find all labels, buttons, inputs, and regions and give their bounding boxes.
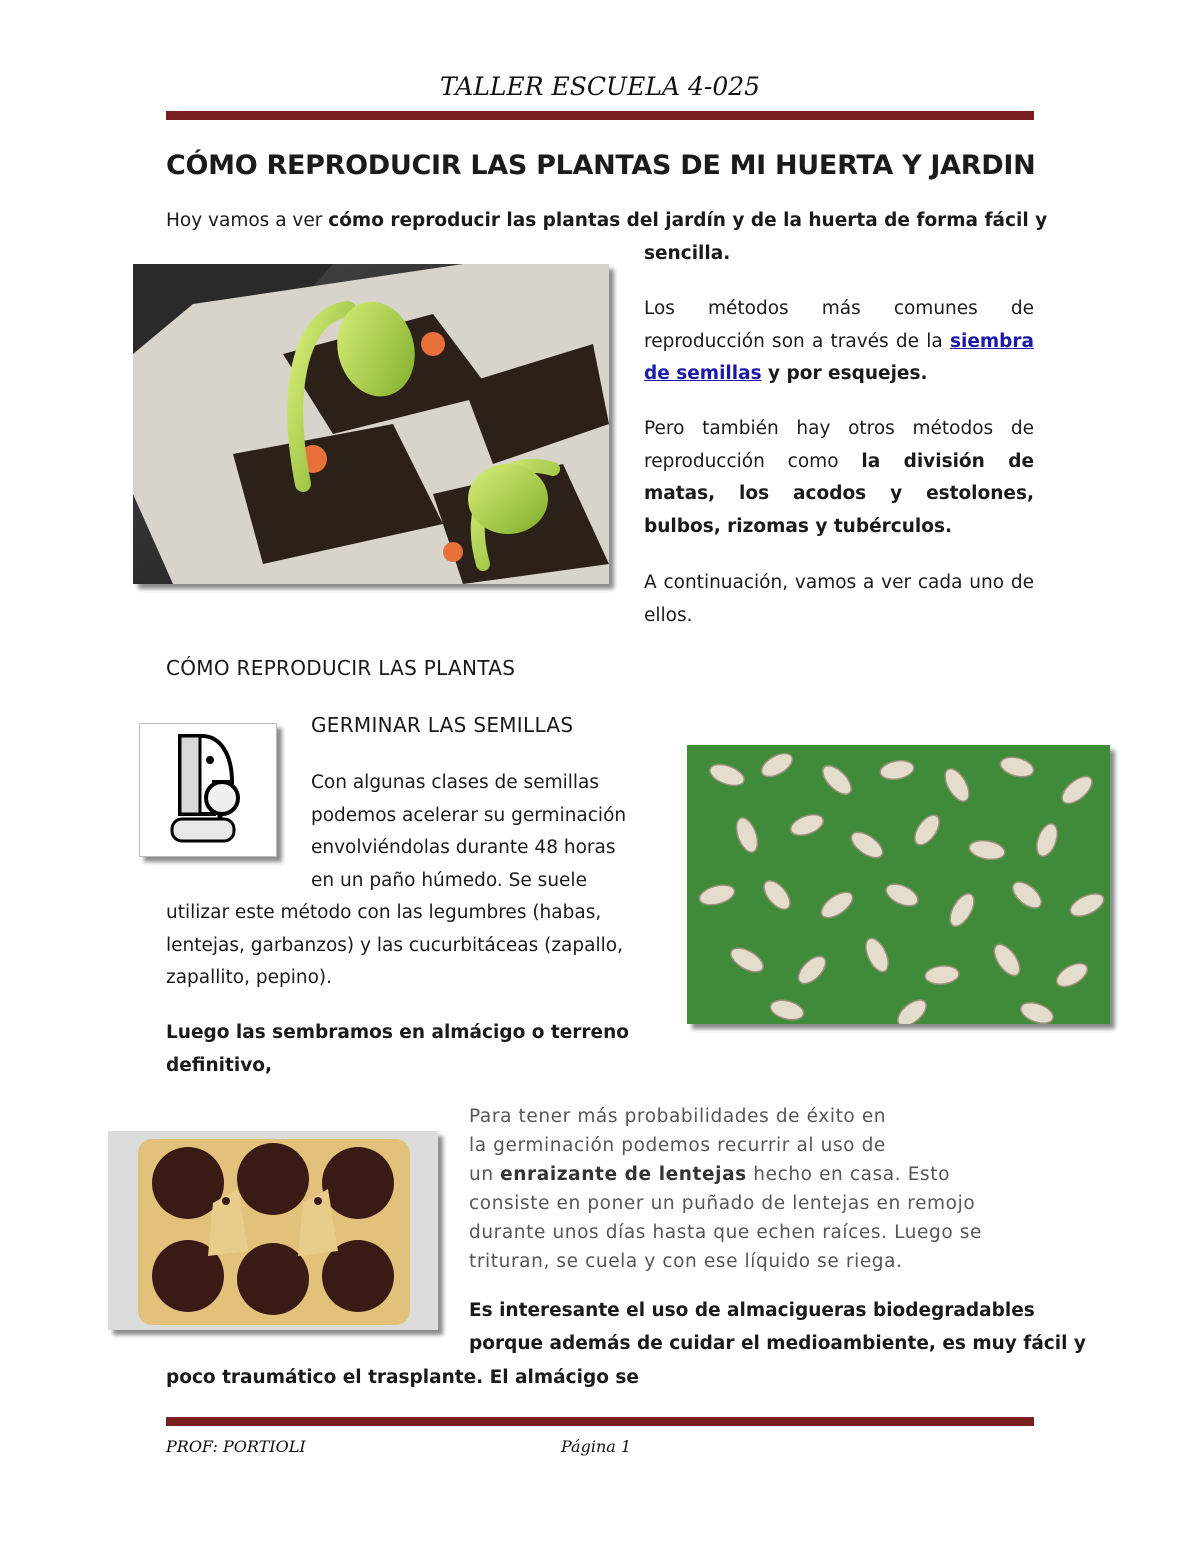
bio-line-3: poco traumático el trasplante. El almácigo se <box>166 1367 639 1388</box>
others-bold: la división de matas, los acodos y estolones, bulbos, rizomas y tubérculos. <box>644 450 1034 537</box>
rooting-text: un <box>469 1164 501 1185</box>
footer-page-number: Página 1 <box>561 1437 632 1456</box>
rooting-line-5: durante unos días hasta que echen raíces. Luego se <box>469 1222 982 1243</box>
footer-rule <box>166 1417 1034 1426</box>
methods-bold: y por esquejes. <box>761 363 928 384</box>
intro-line-2 <box>644 238 730 271</box>
rooting-line-3 <box>469 1160 1069 1189</box>
subsection-heading: GERMINAR LAS SEMILLAS <box>311 713 574 737</box>
intro-text: Hoy vamos a ver <box>166 210 329 231</box>
rooting-line-6: trituran, se cuela y con ese líquido se riega. <box>469 1251 903 1272</box>
egg-carton-seedbed-image <box>108 1131 438 1330</box>
biodegradable-paragraph-bottom <box>166 1362 666 1395</box>
germ-line-6: lentejas, garbanzos) y las cucurbitáceas (zapallo, <box>166 934 623 956</box>
biodegradable-paragraph-top <box>469 1295 1086 1360</box>
rooting-line-1: Para tener más probabilidades de éxito en <box>469 1106 887 1127</box>
intro-bold-end: sencilla. <box>644 243 731 264</box>
rooting-text-end: hecho en casa. Esto <box>746 1164 950 1185</box>
germ-line-7: zapallito, pepino). <box>166 967 333 988</box>
sow-line-1: Luego las sembramos en almácigo o terreno <box>166 1022 629 1043</box>
rooting-bold: enraizante de lentejas <box>500 1164 747 1185</box>
intro-bold: cómo reproducir las plantas del jardín y de la huerta de forma fácil y <box>328 210 1048 231</box>
germinate-paragraph-bottom <box>166 897 646 995</box>
sprouting-seeds-image <box>133 264 609 584</box>
germ-line-2: podemos acelerar su germinación <box>311 804 627 826</box>
document-title: CÓMO REPRODUCIR LAS PLANTAS DE MI HUERTA Y JARDIN <box>166 150 1036 181</box>
methods-text: Los métodos más comunes de reproducción son a través de la <box>644 298 1034 352</box>
bio-line-2: porque además de cuidar el medioambiente, es muy fácil y <box>469 1332 1086 1354</box>
siembra-link[interactable]: siembra de semillas <box>644 330 1034 384</box>
footer-author: PROF: PORTIOLI <box>166 1437 306 1456</box>
rooting-line-4: consiste en poner un puñado de lentejas en remojo <box>469 1193 976 1214</box>
methods-paragraph <box>644 293 1034 391</box>
bio-line-1: Es interesante el uso de almacigueras biodegradables <box>469 1300 1035 1321</box>
germ-line-1: Con algunas clases de semillas <box>311 772 599 793</box>
continuation-paragraph: A continuación, vamos a ver cada uno de ellos. <box>644 572 1034 626</box>
others-text: Pero también hay otros métodos de reproducción como <box>644 418 1034 472</box>
germ-line-5: utilizar este método con las legumbres (habas, <box>166 902 602 923</box>
rooting-paragraph <box>469 1102 1069 1276</box>
sow-paragraph <box>166 1017 646 1082</box>
magnifier-clipart-image <box>139 723 277 857</box>
germ-line-4: en un paño húmedo. Se suele <box>311 869 587 891</box>
germ-line-3: envolviéndolas durante 48 horas <box>311 837 616 858</box>
section-heading: CÓMO REPRODUCIR LAS PLANTAS <box>166 656 516 680</box>
pumpkin-seeds-image <box>687 745 1110 1024</box>
sow-line-2: definitivo, <box>166 1054 272 1076</box>
intro-line-1 <box>166 205 1048 238</box>
other-methods-paragraph <box>644 413 1034 543</box>
page-header-title: TALLER ESCUELA 4-025 <box>439 72 761 101</box>
rooting-line-2: la germinación podemos recurrir al uso de <box>469 1135 886 1156</box>
germinate-paragraph-top <box>311 767 651 897</box>
header-rule <box>166 111 1034 120</box>
